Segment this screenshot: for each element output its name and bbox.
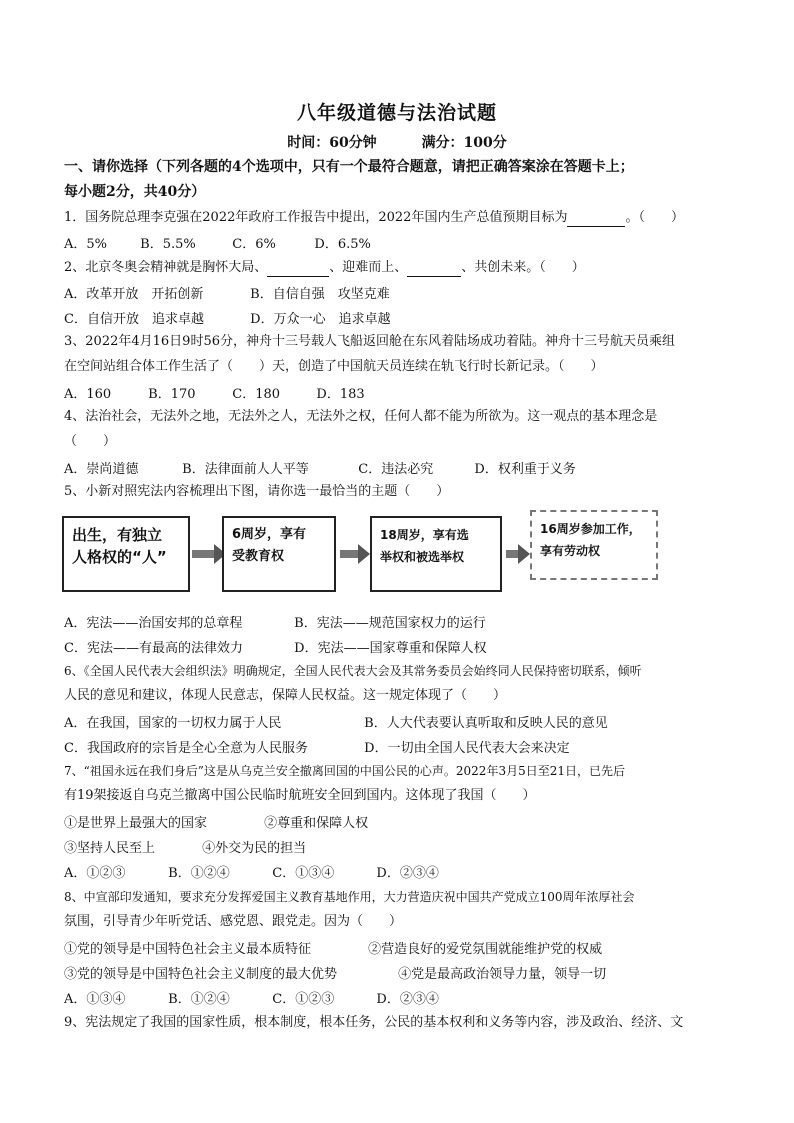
exam-title: 八年级道德与法治试题 bbox=[296, 102, 497, 124]
question-8-line1: 8、中宣部印发通知，要求充分发挥爱国主义教育基地作用，大力营造庆祝中国共产党成立100周年浓厚社会 bbox=[64, 890, 635, 904]
flow-box-education-line2: 受教育权 bbox=[232, 549, 285, 564]
option-a: A．160 bbox=[64, 387, 112, 402]
question-2-stem bbox=[64, 258, 744, 277]
option-d: D．②③④ bbox=[376, 866, 439, 881]
question-6-options-row2 bbox=[64, 737, 744, 756]
question-1-options bbox=[64, 233, 744, 252]
question-7-options bbox=[64, 862, 744, 881]
question-6-line1: 6、《全国人民代表大会组织法》明确规定，全国人民代表大会及其常务委员会始终同人民保持密切联系，倾听 bbox=[64, 664, 642, 678]
exam-subtitle bbox=[0, 132, 794, 152]
time-limit: 时间：60分钟 bbox=[287, 135, 377, 151]
question-7-items-row2 bbox=[64, 837, 744, 856]
flow-box-labor-line2: 享有劳动权 bbox=[540, 544, 601, 558]
question-9-line1: 9、宪法规定了我国的国家性质，根本制度，根本任务，公民的基本权利和义务等内容，涉及政治、经济、文 bbox=[64, 1015, 684, 1030]
flow-box-election bbox=[370, 516, 502, 592]
answer-blank bbox=[407, 258, 461, 277]
question-1-stem bbox=[64, 208, 744, 227]
option-a: A．①③④ bbox=[64, 992, 126, 1007]
option-a: A．改革开放 开拓创新 bbox=[64, 287, 204, 302]
question-8-items-row2 bbox=[64, 963, 744, 982]
flow-box-education-line1: 6周岁，享有 bbox=[232, 527, 307, 542]
option-b: B．①②④ bbox=[168, 866, 230, 881]
question-7-line2: 有19架接返自乌克兰撤离中国公民临时航班安全回到国内。这体现了我国（ ） bbox=[64, 788, 536, 803]
option-d: D．183 bbox=[316, 387, 365, 402]
full-score: 满分：100分 bbox=[421, 135, 507, 151]
option-d: D．②③④ bbox=[376, 992, 439, 1007]
option-a: A．宪法——治国安邦的总章程 bbox=[64, 616, 243, 631]
flow-box-labor bbox=[530, 510, 658, 580]
option-b: B．人大代表要认真听取和反映人民的意见 bbox=[364, 716, 608, 731]
option-c: C．我国政府的宗旨是全心全意为人民服务 bbox=[64, 741, 308, 756]
statement-2: ②营造良好的爱党氛围就能维护党的权威 bbox=[368, 942, 603, 957]
question-4-line2: （ ） bbox=[64, 434, 117, 449]
statement-1: ①是世界上最强大的国家 bbox=[64, 816, 208, 831]
question-5-options-row2 bbox=[64, 637, 744, 656]
option-d: D．宪法——国家尊重和保障人权 bbox=[294, 641, 487, 656]
option-c: C．6% bbox=[232, 237, 276, 252]
question-7-line1: 7、“祖国永远在我们身后”这是从乌克兰安全撤离回国的中国公民的心声。2022年3月5日至21日，已先后 bbox=[64, 764, 625, 778]
statement-1: ①党的领导是中国特色社会主义最本质特征 bbox=[64, 942, 312, 957]
option-d: D．万众一心 追求卓越 bbox=[250, 312, 391, 327]
option-b: B．法律面前人人平等 bbox=[182, 462, 309, 477]
section-heading-line1: 一、请你选择（下列各题的4个选项中，只有一个最符合题意，请把正确答案涂在答题卡上； bbox=[64, 159, 634, 175]
option-b: B．自信自强 攻坚克难 bbox=[250, 287, 390, 302]
flow-box-election-line1: 18周岁，享有选 bbox=[380, 528, 469, 542]
question-8-options bbox=[64, 988, 744, 1007]
question-4-line1: 4、法治社会，无法外之地，无法外之人，无法外之权，任何人都不能为所欲为。这一观点的基本理念是 bbox=[64, 409, 658, 424]
question-8-items-row1 bbox=[64, 938, 744, 957]
flow-arrow bbox=[192, 550, 216, 558]
answer-blank bbox=[567, 208, 625, 227]
option-a: A．①②③ bbox=[64, 866, 126, 881]
flow-box-education bbox=[222, 516, 336, 592]
option-a: A．5% bbox=[64, 237, 108, 252]
rights-flow-diagram bbox=[62, 510, 662, 596]
question-8-line2: 氛围，引导青少年听党话、感党恩、跟党走。因为（ ） bbox=[64, 914, 403, 929]
question-6-line2: 人民的意见和建议，体现人民意志，保障人民权益。这一规定体现了（ ） bbox=[64, 688, 507, 703]
flow-box-birth-line1: 出生，有独立 bbox=[72, 526, 163, 544]
question-7-items-row1 bbox=[64, 812, 744, 831]
flow-arrow bbox=[340, 550, 360, 558]
option-a: A．在我国，国家的一切权力属于人民 bbox=[64, 716, 282, 731]
option-b: B．170 bbox=[148, 387, 196, 402]
question-2-options-row2 bbox=[64, 308, 744, 327]
flow-box-labor-line1: 16周岁参加工作， bbox=[540, 522, 641, 536]
statement-4: ④外交为民的担当 bbox=[202, 841, 307, 856]
question-2-text-c: 、共创未来。（ ） bbox=[461, 260, 585, 275]
question-3-line2: 在空间站组合体工作生活了（ ）天，创造了中国航天员连续在轨飞行时长新记录。（ ） bbox=[64, 359, 604, 374]
question-3-options bbox=[64, 383, 744, 402]
flow-box-birth bbox=[62, 516, 190, 592]
flow-box-birth-line2: 人格权的“人” bbox=[72, 548, 167, 566]
option-c: C．违法必究 bbox=[358, 462, 434, 477]
flow-arrow bbox=[506, 550, 520, 558]
statement-2: ②尊重和保障人权 bbox=[264, 816, 369, 831]
option-c: C．①③④ bbox=[272, 866, 335, 881]
option-c: C．180 bbox=[232, 387, 281, 402]
option-b: B．宪法——规范国家权力的运行 bbox=[294, 616, 486, 631]
question-5-options-row1 bbox=[64, 612, 744, 631]
section-heading bbox=[64, 155, 744, 205]
question-2-text-a: 2、北京冬奥会精神就是胸怀大局、 bbox=[64, 260, 268, 275]
question-1-text-b: 。（ ） bbox=[625, 210, 684, 225]
answer-blank bbox=[267, 258, 329, 277]
option-c: C．自信开放 追求卓越 bbox=[64, 312, 204, 327]
section-heading-line2: 每小题2分，共40分） bbox=[64, 184, 206, 200]
question-2-text-b: 、迎难而上、 bbox=[329, 260, 408, 275]
option-d: D．权利重于义务 bbox=[474, 462, 576, 477]
question-4-options bbox=[64, 458, 744, 477]
statement-4: ④党是最高政治领导力量，领导一切 bbox=[398, 967, 607, 982]
question-2-options-row1 bbox=[64, 283, 744, 302]
option-b: B．5.5% bbox=[140, 237, 196, 252]
statement-3: ③党的领导是中国特色社会主义制度的最大优势 bbox=[64, 967, 338, 982]
statement-3: ③坚持人民至上 bbox=[64, 841, 156, 856]
option-b: B．①②④ bbox=[168, 992, 230, 1007]
option-d: D．一切由全国人民代表大会来决定 bbox=[364, 741, 570, 756]
question-3-line1: 3、2022年4月16日9时56分，神舟十三号载人飞船返回舱在东风着陆场成功着陆。神舟十三号航天员乘组 bbox=[64, 334, 675, 349]
flow-box-election-line2: 举权和被选举权 bbox=[380, 550, 465, 564]
option-c: C．宪法——有最高的法律效力 bbox=[64, 641, 243, 656]
option-c: C．①②③ bbox=[272, 992, 335, 1007]
option-d: D．6.5% bbox=[314, 237, 371, 252]
option-a: A．崇尚道德 bbox=[64, 462, 139, 477]
question-5-stem: 5、小新对照宪法内容梳理出下图，请你选一最恰当的主题（ ） bbox=[64, 484, 450, 499]
question-1-text-a: 1．国务院总理李克强在2022年政府工作报告中提出，2022年国内生产总值预期目标为 bbox=[64, 210, 568, 225]
question-6-options-row1 bbox=[64, 712, 744, 731]
